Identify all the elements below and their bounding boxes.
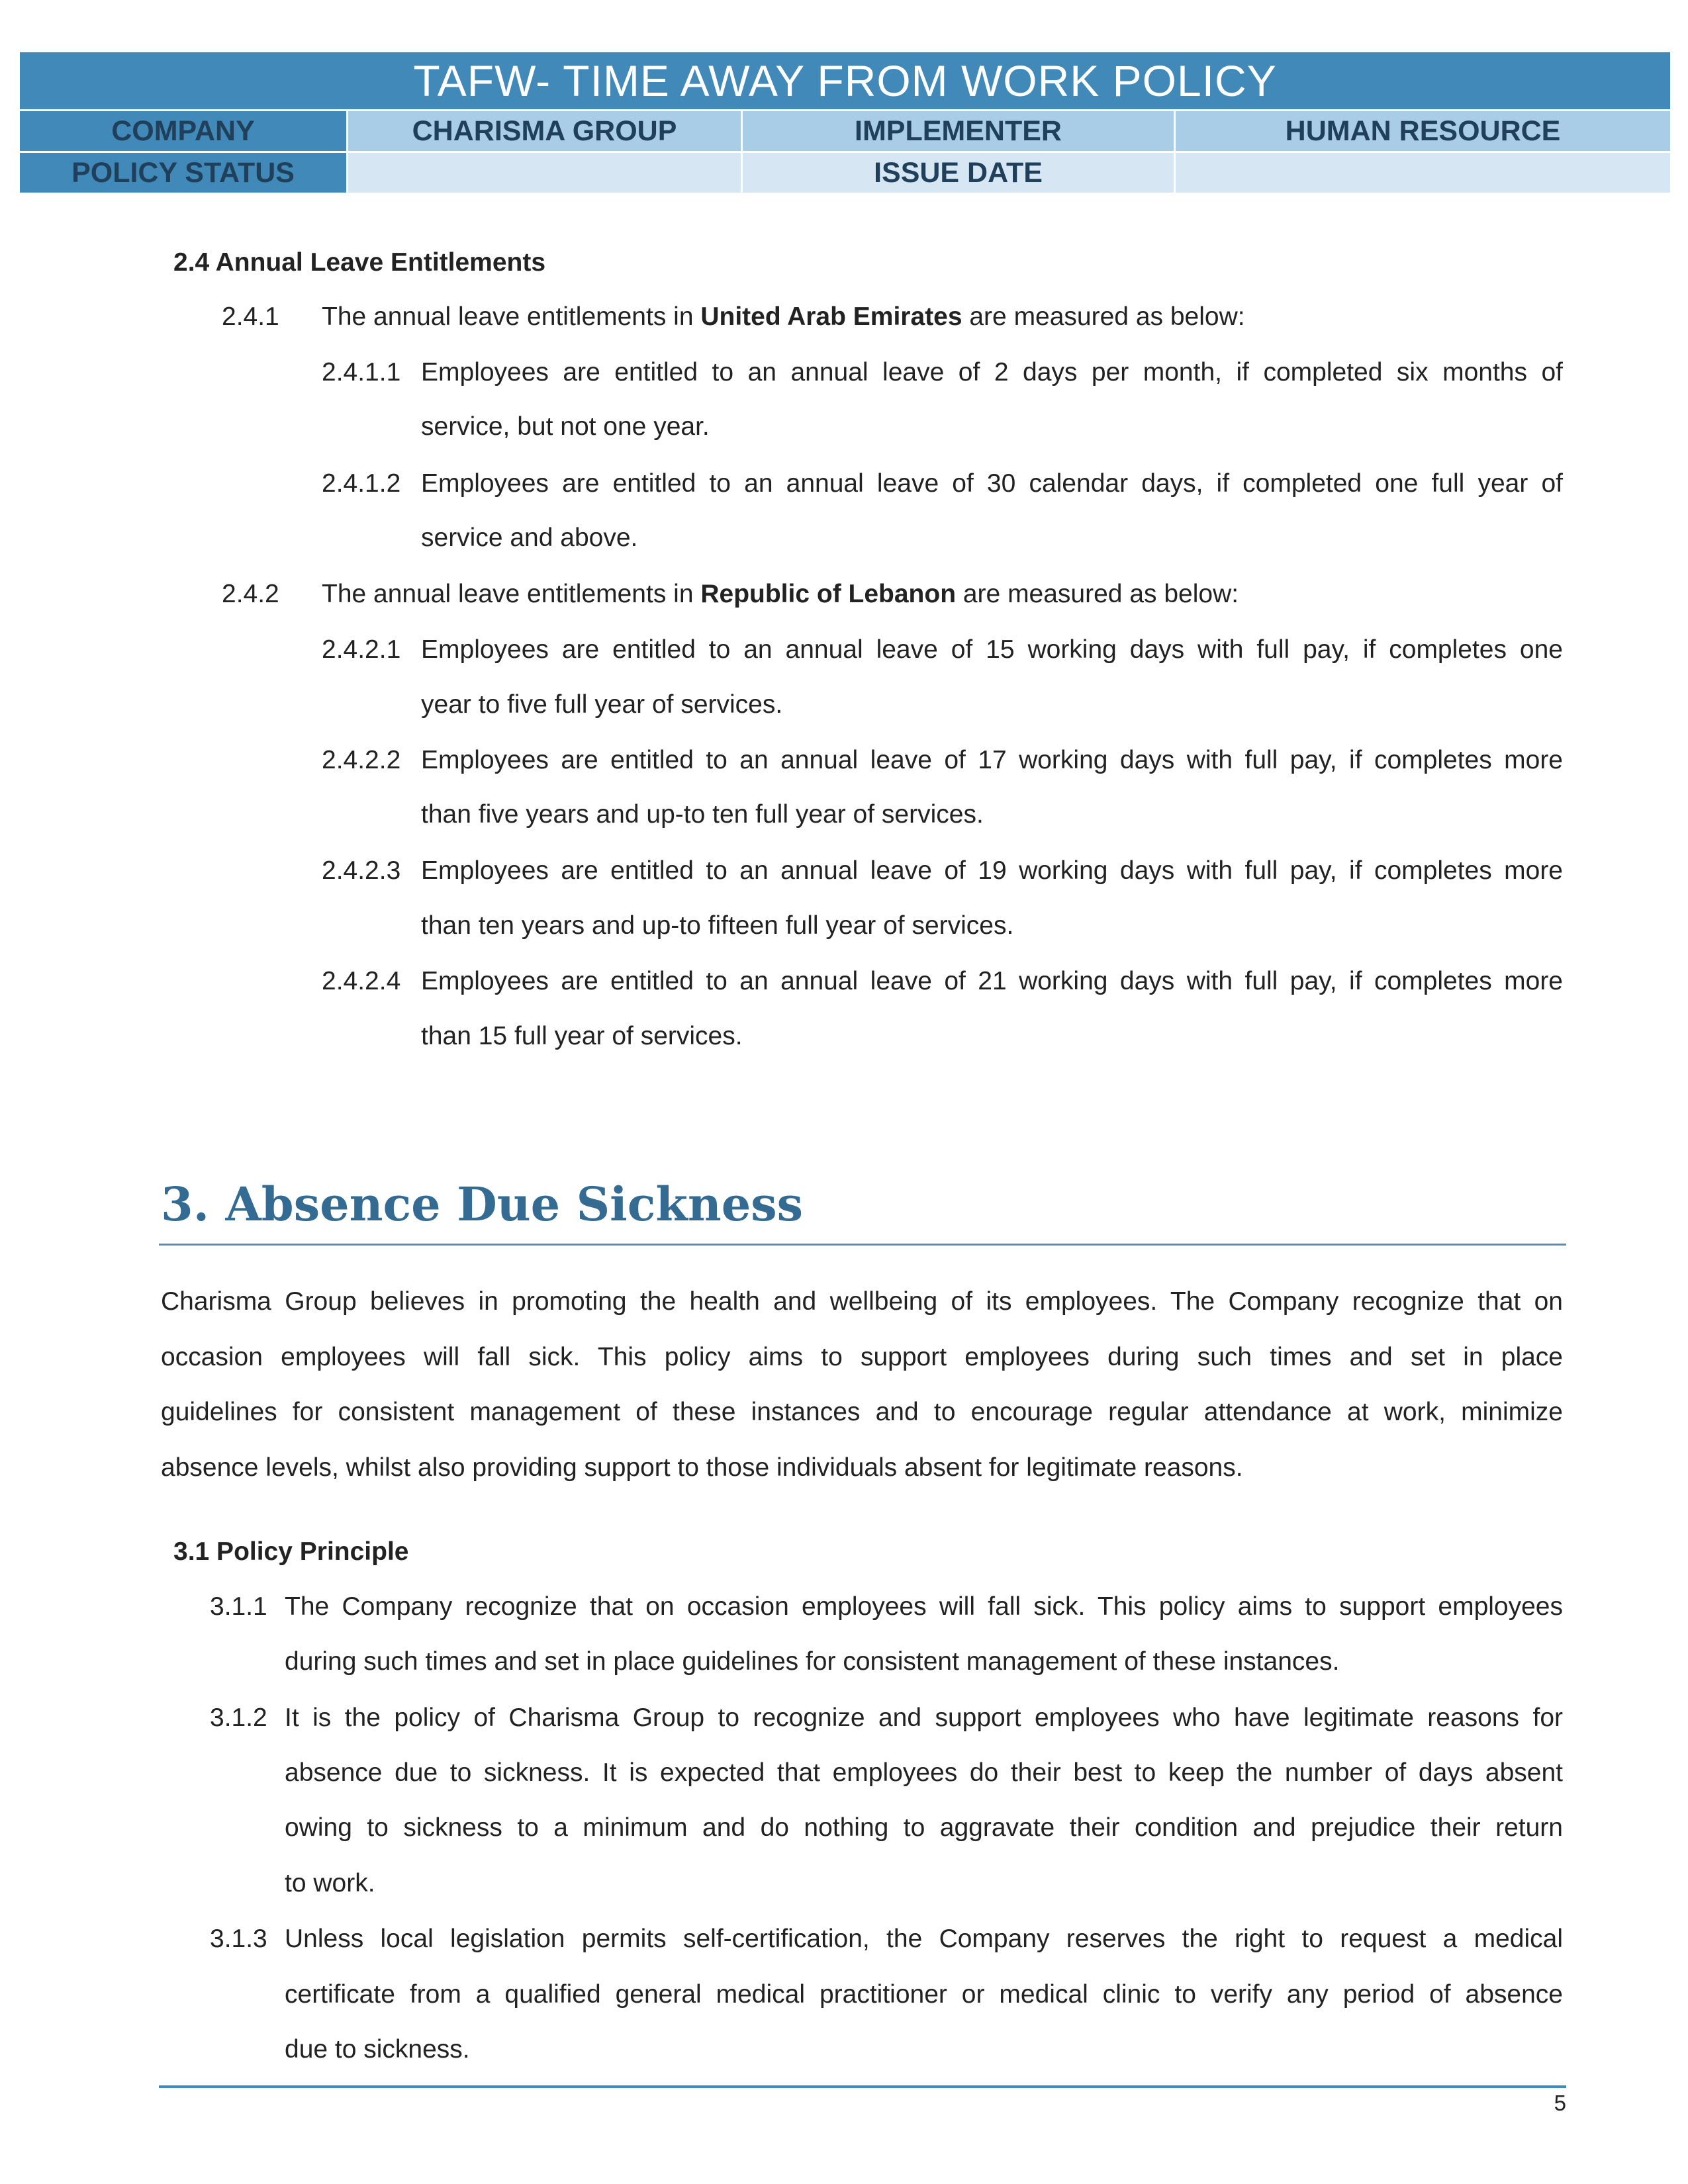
policy-status-value — [348, 152, 742, 194]
clause-3-1-3-line3: due to sickness. — [285, 2035, 470, 2064]
clause-2-4-2-2-line2: than five years and up-to ten full year of services. — [421, 800, 984, 829]
clause-2-4-2-number: 2.4.2 — [222, 580, 279, 608]
clause-3-1-2-line3: owing to sickness to a minimum and do nothing to aggravate their condition and prejudice their return — [285, 1813, 1563, 1842]
intro-line-3: guidelines for consistent management of these instances and to encourage regular attendance at work, minimize — [161, 1398, 1563, 1426]
country-lebanon: Republic of Lebanon — [700, 580, 957, 608]
section-3-title: 3. Absence Due Sickness — [161, 1177, 804, 1232]
clause-2-4-1-text: The annual leave entitlements in United Arab Emirates are measured as below: — [322, 302, 1245, 331]
page-number: 5 — [1554, 2091, 1566, 2115]
clause-2-4-2-4-number: 2.4.2.4 — [322, 967, 401, 995]
clause-2-4-1-1-number: 2.4.1.1 — [322, 358, 401, 387]
intro-line-2: occasion employees will fall sick. This policy aims to support employees during such times and set in place — [161, 1343, 1563, 1371]
intro-line-1: Charisma Group believes in promoting the health and wellbeing of its employees. The Company recognize that on — [161, 1287, 1563, 1316]
clause-2-4-2-text: The annual leave entitlements in Republic of Lebanon are measured as below: — [322, 580, 1239, 608]
clause-2-4-2-1-line2: year to five full year of services. — [421, 690, 783, 719]
clause-2-4-2-2-number: 2.4.2.2 — [322, 746, 401, 774]
clause-3-1-2-number: 3.1.2 — [210, 1704, 267, 1732]
clause-3-1-2-line1: It is the policy of Charisma Group to recognize and support employees who have legitimate reasons for — [285, 1704, 1563, 1732]
clause-2-4-2-3-line2: than ten years and up-to fifteen full year of services. — [421, 911, 1014, 940]
section-3-1-heading: 3.1 Policy Principle — [173, 1537, 409, 1566]
clause-3-1-3-line1: Unless local legislation permits self-certification, the Company reserves the right to request a medical — [285, 1925, 1563, 1953]
clause-3-1-2-line2: absence due to sickness. It is expected that employees do their best to keep the number of days absent — [285, 1758, 1563, 1787]
clause-3-1-1-line2: during such times and set in place guidelines for consistent management of these instances. — [285, 1647, 1340, 1676]
company-label: COMPANY — [19, 111, 348, 152]
clause-3-1-2-line4: to work. — [285, 1869, 375, 1897]
clause-2-4-2-3-number: 2.4.2.3 — [322, 856, 401, 885]
clause-2-4-1-1-line2: service, but not one year. — [421, 412, 710, 441]
issue-date-value — [1175, 152, 1671, 194]
company-value: CHARISMA GROUP — [348, 111, 742, 152]
clause-2-4-2-1-number: 2.4.2.1 — [322, 635, 401, 664]
clause-3-1-1-number: 3.1.1 — [210, 1592, 267, 1621]
footer-divider — [159, 2085, 1566, 2088]
policy-status-label: POLICY STATUS — [19, 152, 348, 194]
clause-2-4-2-2-line1: Employees are entitled to an annual leave of 17 working days with full pay, if completes more — [421, 746, 1563, 774]
clause-2-4-1-number: 2.4.1 — [222, 302, 279, 331]
section-2-4-heading: 2.4 Annual Leave Entitlements — [173, 248, 546, 277]
clause-3-1-3-line2: certificate from a qualified general medical practitioner or medical clinic to verify any period of absence — [285, 1980, 1563, 2009]
implementer-label: IMPLEMENTER — [742, 111, 1175, 152]
country-uae: United Arab Emirates — [700, 302, 962, 331]
policy-header-table — [18, 50, 1672, 195]
implementer-value: HUMAN RESOURCE — [1175, 111, 1671, 152]
clause-2-4-2-4-line1: Employees are entitled to an annual leave of 21 working days with full pay, if completes more — [421, 967, 1563, 995]
clause-2-4-2-1-line1: Employees are entitled to an annual leave of 15 working days with full pay, if completes one — [421, 635, 1563, 664]
intro-line-4: absence levels, whilst also providing support to those individuals absent for legitimate reasons. — [161, 1453, 1243, 1482]
clause-3-1-3-number: 3.1.3 — [210, 1925, 267, 1953]
clause-2-4-1-2-number: 2.4.1.2 — [322, 469, 401, 498]
policy-title: TAFW- TIME AWAY FROM WORK POLICY — [19, 52, 1671, 111]
clause-2-4-2-4-line2: than 15 full year of services. — [421, 1022, 743, 1050]
clause-2-4-1-1-line1: Employees are entitled to an annual leave of 2 days per month, if completed six months of — [421, 358, 1563, 387]
issue-date-label: ISSUE DATE — [742, 152, 1175, 194]
clause-3-1-1-line1: The Company recognize that on occasion employees will fall sick. This policy aims to support employees — [285, 1592, 1563, 1621]
section-title-divider — [159, 1244, 1566, 1246]
clause-2-4-1-2-line2: service and above. — [421, 523, 638, 552]
clause-2-4-1-2-line1: Employees are entitled to an annual leave of 30 calendar days, if completed one full year of — [421, 469, 1563, 498]
clause-2-4-2-3-line1: Employees are entitled to an annual leave of 19 working days with full pay, if completes more — [421, 856, 1563, 885]
